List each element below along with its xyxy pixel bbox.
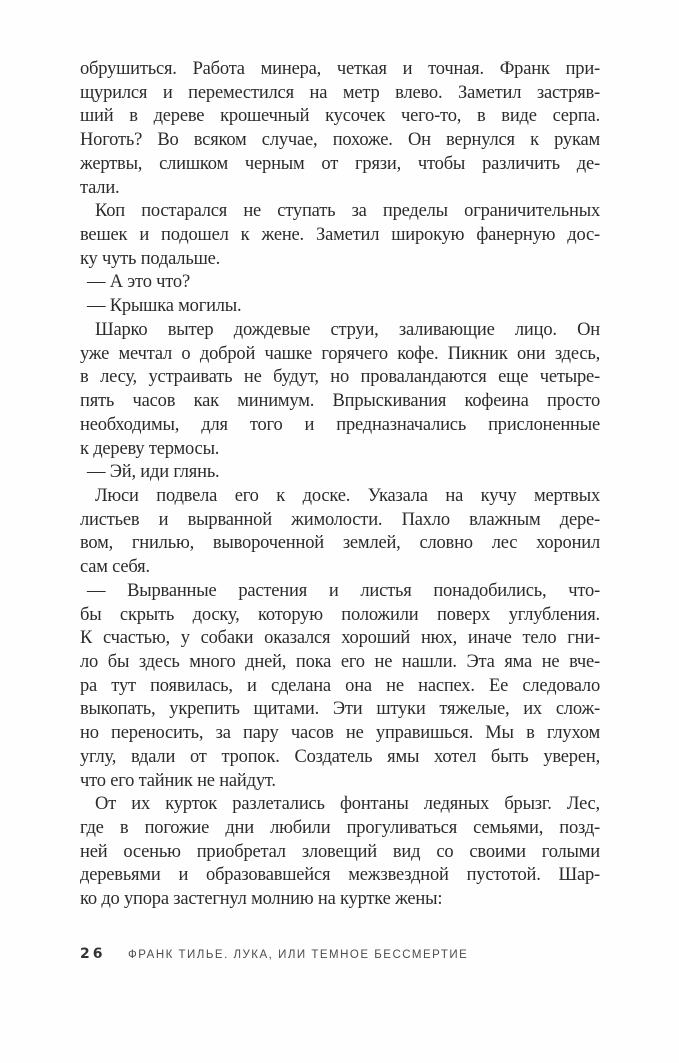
text-line: ку чуть подальше. bbox=[80, 248, 221, 269]
paragraph bbox=[80, 319, 600, 461]
text-line: вешек и подошел к жене. Заметил широкую фанерную дос- bbox=[80, 225, 600, 246]
text-line: необходимы, для того и предназначались прислоненные bbox=[80, 414, 600, 435]
paragraph bbox=[80, 485, 600, 580]
text-line: пять часов как минимум. Впрыскивания кофеина просто bbox=[80, 391, 600, 412]
text-line: где в погожие дни любили прогуливаться семьями, позд- bbox=[80, 818, 600, 838]
footer-running-title: ФРАНК ТИЛЬЕ. ЛУКА, ИЛИ ТЕМНОЕ БЕССМЕРТИЕ bbox=[128, 949, 469, 961]
text-line: Шарко вытер дождевые струи, заливающие лицо. Он bbox=[95, 319, 600, 340]
dialogue-paragraph bbox=[80, 271, 600, 295]
text-line: к дереву термосы. bbox=[80, 438, 220, 459]
text-line: ко до упора застегнул молнию на куртке жены: bbox=[80, 889, 443, 910]
paragraph bbox=[80, 200, 600, 271]
paragraph bbox=[80, 58, 600, 200]
text-line: листьев и вырванной жимолости. Пахло влажным дере- bbox=[80, 509, 600, 530]
text-line: жертвы, слишком черным от грязи, чтобы различить де- bbox=[80, 153, 600, 174]
text-line: Люси подвела его к доске. Указала на кучу мертвых bbox=[95, 485, 600, 506]
text-line: выкопать, укрепить щитами. Эти штуки тяжелые, их слож- bbox=[80, 699, 600, 720]
text-line: обрушиться. Работа минера, четкая и точная. Франк при- bbox=[80, 59, 600, 79]
page-text bbox=[80, 58, 600, 912]
text-line: но переносить, за пару часов не управишься. Мы в глухом bbox=[80, 723, 600, 744]
text-line: ший в дереве крошечный кусочек чего-то, в виде серпа. bbox=[80, 106, 600, 127]
text-line: ло бы здесь много дней, пока его не нашли. Эта яма не вче- bbox=[80, 651, 600, 672]
text-line: Ноготь? Во всяком случае, похоже. Он вернулся к рукам bbox=[80, 130, 600, 151]
dialogue-paragraph bbox=[80, 295, 600, 319]
text-line: — Эй, иди глянь. bbox=[87, 462, 220, 483]
text-line: Коп постарался не ступать за пределы ограничительных bbox=[95, 201, 600, 222]
dialogue-paragraph bbox=[80, 461, 600, 485]
text-line: что его тайник не найдут. bbox=[80, 770, 276, 791]
dialogue-paragraph bbox=[80, 580, 600, 793]
paragraph bbox=[80, 793, 600, 912]
text-line: — Крышка могилы. bbox=[87, 296, 242, 317]
footer-page-number: 26 bbox=[80, 946, 106, 962]
page-footer bbox=[80, 946, 600, 962]
text-line: — А это что? bbox=[87, 272, 190, 293]
text-line: ней осенью приобретал зловещий вид со своими голыми bbox=[80, 841, 600, 862]
text-line: уже мечтал о доброй чашке горячего кофе. Пикник они здесь, bbox=[80, 343, 600, 364]
text-line: деревьями и образовавшейся межзвездной пустотой. Шар- bbox=[80, 865, 600, 886]
text-line: вом, гнилью, вывороченной землей, словно лес хоронил bbox=[80, 533, 600, 554]
text-line: ра тут появилась, и сделана она не наспех. Ее следовало bbox=[80, 675, 600, 696]
text-line: От их курток разлетались фонтаны ледяных брызг. Лес, bbox=[95, 794, 600, 815]
text-line: бы скрыть доску, которую положили поверх углубления. bbox=[80, 604, 600, 625]
text-line: К счастью, у собаки оказался хороший нюх, иначе тело гни- bbox=[80, 628, 600, 649]
text-line: углу, вдали от тропок. Создатель ямы хотел быть уверен, bbox=[80, 746, 600, 767]
text-line: сам себя. bbox=[80, 557, 150, 578]
text-line: тали. bbox=[80, 177, 120, 198]
text-line: в лесу, устраивать не будут, но проваландаются еще четыре- bbox=[80, 367, 600, 388]
text-line: — Вырванные растения и листья понадобились, что- bbox=[87, 580, 600, 601]
text-line: щурился и переместился на метр влево. Заметил застряв- bbox=[80, 82, 600, 103]
